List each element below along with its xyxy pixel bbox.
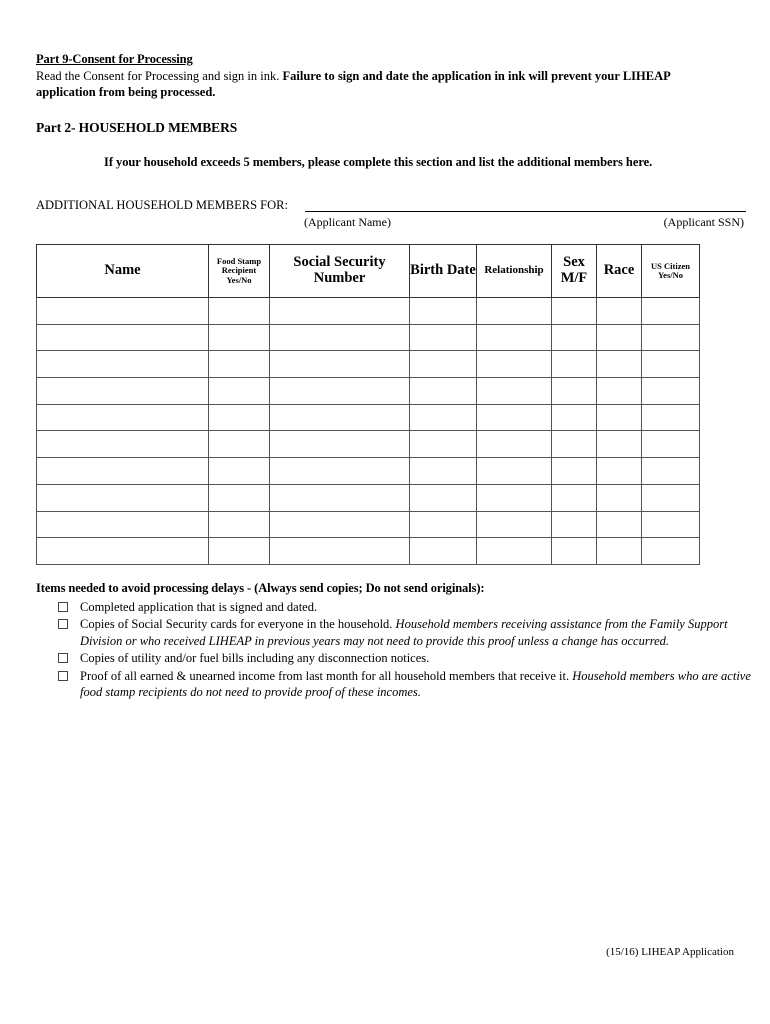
table-cell[interactable] bbox=[597, 298, 642, 325]
part9-body-bold: Failure to sign and date the application in ink will prevent your LIHEAP application from being processed. bbox=[36, 69, 671, 99]
table-column-header: Sex M/F bbox=[552, 245, 597, 298]
part2-heading: Part 2- HOUSEHOLD MEMBERS bbox=[36, 120, 238, 135]
list-item-note: Household members who are active food stamp recipients do not need to provide proof of these incomes. bbox=[80, 668, 751, 699]
list-item-text: Copies of utility and/or fuel bills including any disconnection notices. bbox=[80, 651, 430, 666]
items-needed-list bbox=[36, 599, 751, 700]
table-column-header: Race bbox=[597, 245, 642, 298]
table-column-header: Relationship bbox=[477, 245, 552, 298]
table-column-header: US Citizen Yes/No bbox=[642, 245, 700, 298]
table-cell[interactable] bbox=[209, 511, 270, 538]
table-cell[interactable] bbox=[642, 484, 700, 511]
table-cell[interactable] bbox=[270, 351, 410, 378]
table-cell[interactable] bbox=[642, 458, 700, 485]
table-cell[interactable] bbox=[552, 511, 597, 538]
list-item bbox=[36, 650, 770, 666]
table-cell[interactable] bbox=[209, 298, 270, 325]
table-cell[interactable] bbox=[270, 511, 410, 538]
checkbox-icon[interactable] bbox=[58, 619, 68, 629]
part2-subheading: If your household exceeds 5 members, please complete this section and list the additional members here. bbox=[104, 155, 653, 169]
table-row bbox=[37, 484, 700, 511]
part9-section bbox=[36, 52, 746, 100]
table-cell[interactable] bbox=[209, 351, 270, 378]
items-needed-section bbox=[36, 580, 751, 700]
list-item-note: Household members receiving assistance from the Family Support Division or who received LIHEAP in previous years may not need to provide this proof unless a change has occurred. bbox=[80, 617, 728, 648]
table-cell[interactable] bbox=[37, 404, 209, 431]
table-body bbox=[37, 298, 700, 565]
table-cell[interactable] bbox=[477, 324, 552, 351]
household-members-table bbox=[36, 244, 700, 565]
table-row bbox=[37, 378, 700, 405]
table-cell[interactable] bbox=[552, 378, 597, 405]
table-cell[interactable] bbox=[37, 431, 209, 458]
table-column-header: Birth Date bbox=[410, 245, 477, 298]
table-cell[interactable] bbox=[597, 351, 642, 378]
table-row bbox=[37, 431, 700, 458]
table-cell[interactable] bbox=[37, 538, 209, 565]
table-cell[interactable] bbox=[410, 431, 477, 458]
table-cell[interactable] bbox=[477, 431, 552, 458]
table-cell[interactable] bbox=[552, 431, 597, 458]
part9-body bbox=[36, 68, 726, 100]
table-cell[interactable] bbox=[37, 324, 209, 351]
table-cell[interactable] bbox=[410, 298, 477, 325]
table-cell[interactable] bbox=[477, 511, 552, 538]
table-cell[interactable] bbox=[209, 458, 270, 485]
table-cell[interactable] bbox=[270, 431, 410, 458]
table-column-header: Food Stamp Recipient Yes/No bbox=[209, 245, 270, 298]
table-cell[interactable] bbox=[410, 511, 477, 538]
table-cell[interactable] bbox=[270, 404, 410, 431]
table-row bbox=[37, 324, 700, 351]
table-cell[interactable] bbox=[37, 511, 209, 538]
list-item-text: Completed application that is signed and dated. bbox=[80, 599, 318, 614]
table-cell[interactable] bbox=[642, 351, 700, 378]
table-row bbox=[37, 538, 700, 565]
table-cell[interactable] bbox=[477, 458, 552, 485]
table-cell[interactable] bbox=[477, 404, 552, 431]
table-cell[interactable] bbox=[642, 511, 700, 538]
table-cell[interactable] bbox=[410, 458, 477, 485]
table-cell[interactable] bbox=[477, 484, 552, 511]
applicant-name-caption: (Applicant Name) bbox=[304, 215, 391, 229]
table-cell[interactable] bbox=[642, 538, 700, 565]
table-cell[interactable] bbox=[597, 324, 642, 351]
items-needed-heading: Items needed to avoid processing delays - (Always send copies; Do not send originals): bbox=[36, 580, 485, 595]
list-item bbox=[36, 599, 770, 615]
table-cell[interactable] bbox=[209, 324, 270, 351]
table-cell[interactable] bbox=[270, 484, 410, 511]
table-cell[interactable] bbox=[209, 378, 270, 405]
list-item-text: Proof of all earned & unearned income from last month for all household members that receive it. bbox=[80, 668, 573, 683]
table-cell[interactable] bbox=[642, 431, 700, 458]
applicant-ssn-caption: (Applicant SSN) bbox=[663, 215, 744, 229]
table-cell[interactable] bbox=[270, 458, 410, 485]
table-cell[interactable] bbox=[410, 404, 477, 431]
part2-section bbox=[36, 120, 746, 170]
list-item-text: Copies of Social Security cards for everyone in the household. bbox=[80, 617, 396, 632]
checkbox-icon[interactable] bbox=[58, 671, 68, 681]
table-cell[interactable] bbox=[597, 458, 642, 485]
applicant-fill-rule[interactable] bbox=[305, 211, 746, 212]
table-cell[interactable] bbox=[209, 404, 270, 431]
table-cell[interactable] bbox=[410, 351, 477, 378]
table-cell[interactable] bbox=[477, 351, 552, 378]
table-cell[interactable] bbox=[597, 484, 642, 511]
table-cell[interactable] bbox=[410, 378, 477, 405]
table-cell[interactable] bbox=[209, 484, 270, 511]
table-header bbox=[37, 245, 700, 298]
table-row bbox=[37, 458, 700, 485]
table-cell[interactable] bbox=[270, 378, 410, 405]
table-cell[interactable] bbox=[209, 538, 270, 565]
checkbox-icon[interactable] bbox=[58, 602, 68, 612]
table-cell[interactable] bbox=[37, 378, 209, 405]
applicant-label: ADDITIONAL HOUSEHOLD MEMBERS FOR: bbox=[36, 198, 288, 212]
table-cell[interactable] bbox=[642, 324, 700, 351]
table-column-header: Social Security Number bbox=[270, 245, 410, 298]
part9-body-normal: Read the Consent for Processing and sign in ink. bbox=[36, 69, 283, 83]
table-cell[interactable] bbox=[37, 458, 209, 485]
table-cell[interactable] bbox=[270, 538, 410, 565]
applicant-header-block bbox=[36, 198, 746, 236]
table-cell[interactable] bbox=[270, 324, 410, 351]
table-row bbox=[37, 404, 700, 431]
table-cell[interactable] bbox=[597, 431, 642, 458]
table-cell[interactable] bbox=[209, 431, 270, 458]
table-cell[interactable] bbox=[37, 484, 209, 511]
table-cell[interactable] bbox=[37, 351, 209, 378]
table-cell[interactable] bbox=[552, 458, 597, 485]
list-item bbox=[36, 616, 770, 649]
table-cell[interactable] bbox=[642, 298, 700, 325]
table-cell[interactable] bbox=[552, 538, 597, 565]
table-cell[interactable] bbox=[597, 378, 642, 405]
table-cell[interactable] bbox=[552, 484, 597, 511]
table-cell[interactable] bbox=[477, 378, 552, 405]
table-cell[interactable] bbox=[642, 404, 700, 431]
table-header-row bbox=[37, 245, 700, 298]
table-cell[interactable] bbox=[597, 404, 642, 431]
table-cell[interactable] bbox=[37, 298, 209, 325]
table-cell[interactable] bbox=[410, 324, 477, 351]
list-item bbox=[36, 668, 770, 701]
table-cell[interactable] bbox=[597, 511, 642, 538]
table-cell[interactable] bbox=[477, 298, 552, 325]
table-cell[interactable] bbox=[552, 351, 597, 378]
table-row bbox=[37, 511, 700, 538]
table-row bbox=[37, 351, 700, 378]
table-cell[interactable] bbox=[410, 484, 477, 511]
table-cell[interactable] bbox=[552, 404, 597, 431]
document-content bbox=[36, 52, 751, 701]
table-cell[interactable] bbox=[477, 538, 552, 565]
part9-heading: Part 9-Consent for Processing bbox=[36, 52, 193, 66]
table-column-header: Name bbox=[37, 245, 209, 298]
checkbox-icon[interactable] bbox=[58, 653, 68, 663]
table-cell[interactable] bbox=[552, 324, 597, 351]
table-row bbox=[37, 298, 700, 325]
table-cell[interactable] bbox=[597, 538, 642, 565]
table-cell[interactable] bbox=[642, 378, 700, 405]
page-footer: (15/16) LIHEAP Application bbox=[606, 946, 734, 958]
table-cell[interactable] bbox=[270, 298, 410, 325]
table-cell[interactable] bbox=[552, 298, 597, 325]
table-cell[interactable] bbox=[410, 538, 477, 565]
